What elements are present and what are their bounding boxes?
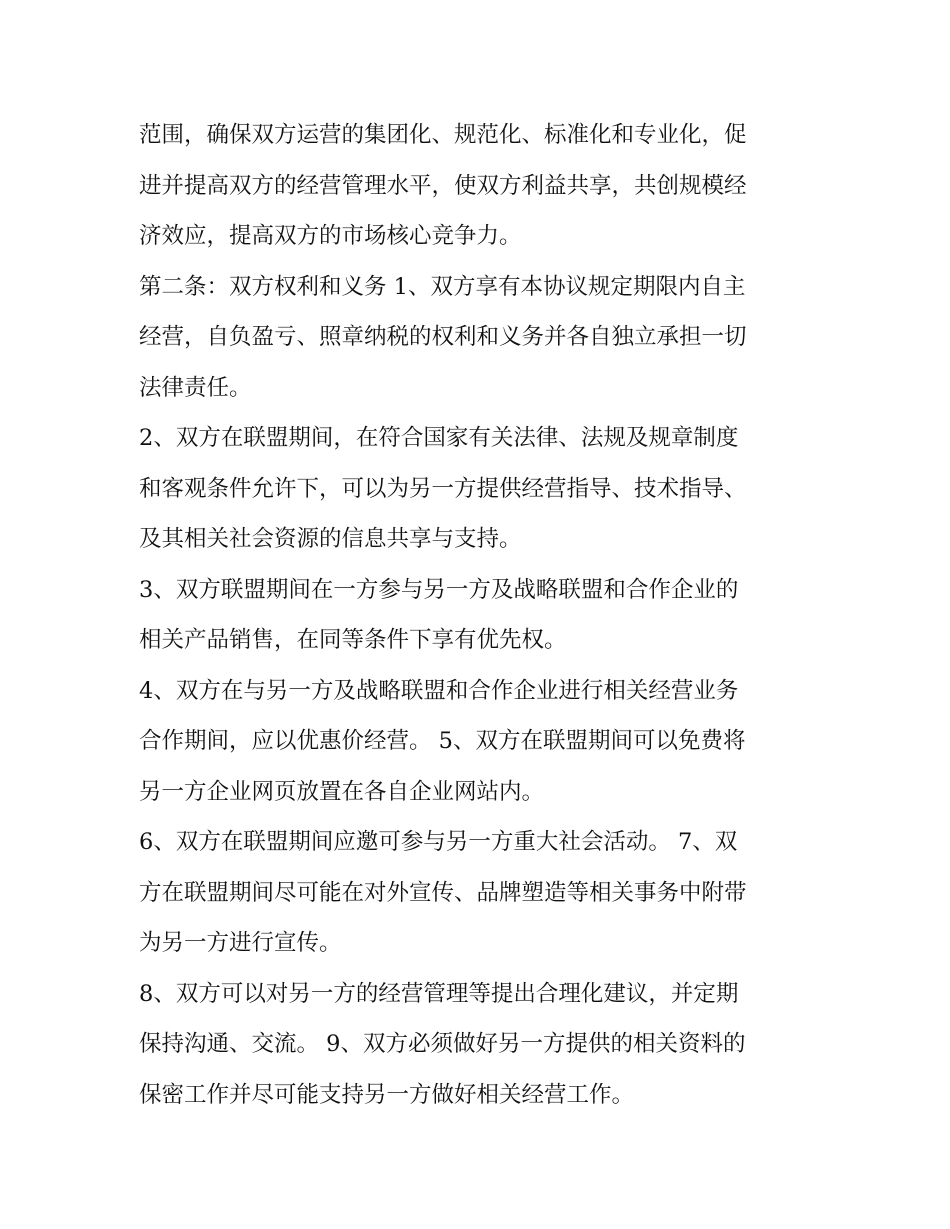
text-line: 第二条：双方权利和义务 1、双方享有本协议规定期限内自主 [139,273,746,300]
text-line: 进并提高双方的经营管理水平，使双方利益共享，共创规模经 [139,172,747,199]
paragraph-item-4-5 [139,666,819,818]
text-line: 合作期间，应以优惠价经营。 5、双方在联盟期间可以免费将 [139,728,746,754]
text-line: 保密工作并尽可能支持另一方做好相关经营工作。 [139,1081,635,1108]
text-line: 2、双方在联盟期间，在符合国家有关法律、法规及规章制度 [139,425,739,451]
text-line: 6、双方在联盟期间应邀可参与另一方重大社会活动。 7、双 [139,829,738,855]
paragraph-item-8-9 [139,969,819,1121]
text-line: 相关产品销售，在同等条件下享有优先权。 [139,627,567,653]
text-line: 范围，确保双方运营的集团化、规范化、标准化和专业化，促 [139,122,747,148]
text-line: 和客观条件允许下，可以为另一方提供经营指导、技术指导、 [139,475,747,502]
text-line: 3、双方联盟期间在一方参与另一方及战略联盟和合作企业的 [139,576,739,603]
paragraph-article-2 [139,262,819,414]
paragraph-intro-scope [139,110,819,262]
text-line: 法律责任。 [139,374,252,401]
text-line: 8、双方可以对另一方的经营管理等提出合理化建议，并定期 [139,980,739,1007]
paragraph-item-3 [139,565,819,666]
text-line: 方在联盟期间尽可能在对外宣传、品牌塑造等相关事务中附带 [139,879,747,906]
text-line: 经营，自负盈亏、照章纳税的权利和义务并各自独立承担一切 [139,324,747,350]
text-line: 为另一方进行宣传。 [139,930,342,956]
text-line: 4、双方在与另一方及战略联盟和合作企业进行相关经营业务 [139,677,739,704]
text-line: 另一方企业网页放置在各自企业网站内。 [139,778,545,805]
paragraph-item-6-7 [139,817,819,969]
document-body [139,110,819,1120]
paragraph-item-2 [139,413,819,565]
text-line: 保持沟通、交流。 9、双方必须做好另一方提供的相关资料的 [139,1031,746,1057]
text-line: 济效应，提高双方的市场核心竞争力。 [139,223,522,249]
text-line: 及其相关社会资源的信息共享与支持。 [139,526,522,552]
